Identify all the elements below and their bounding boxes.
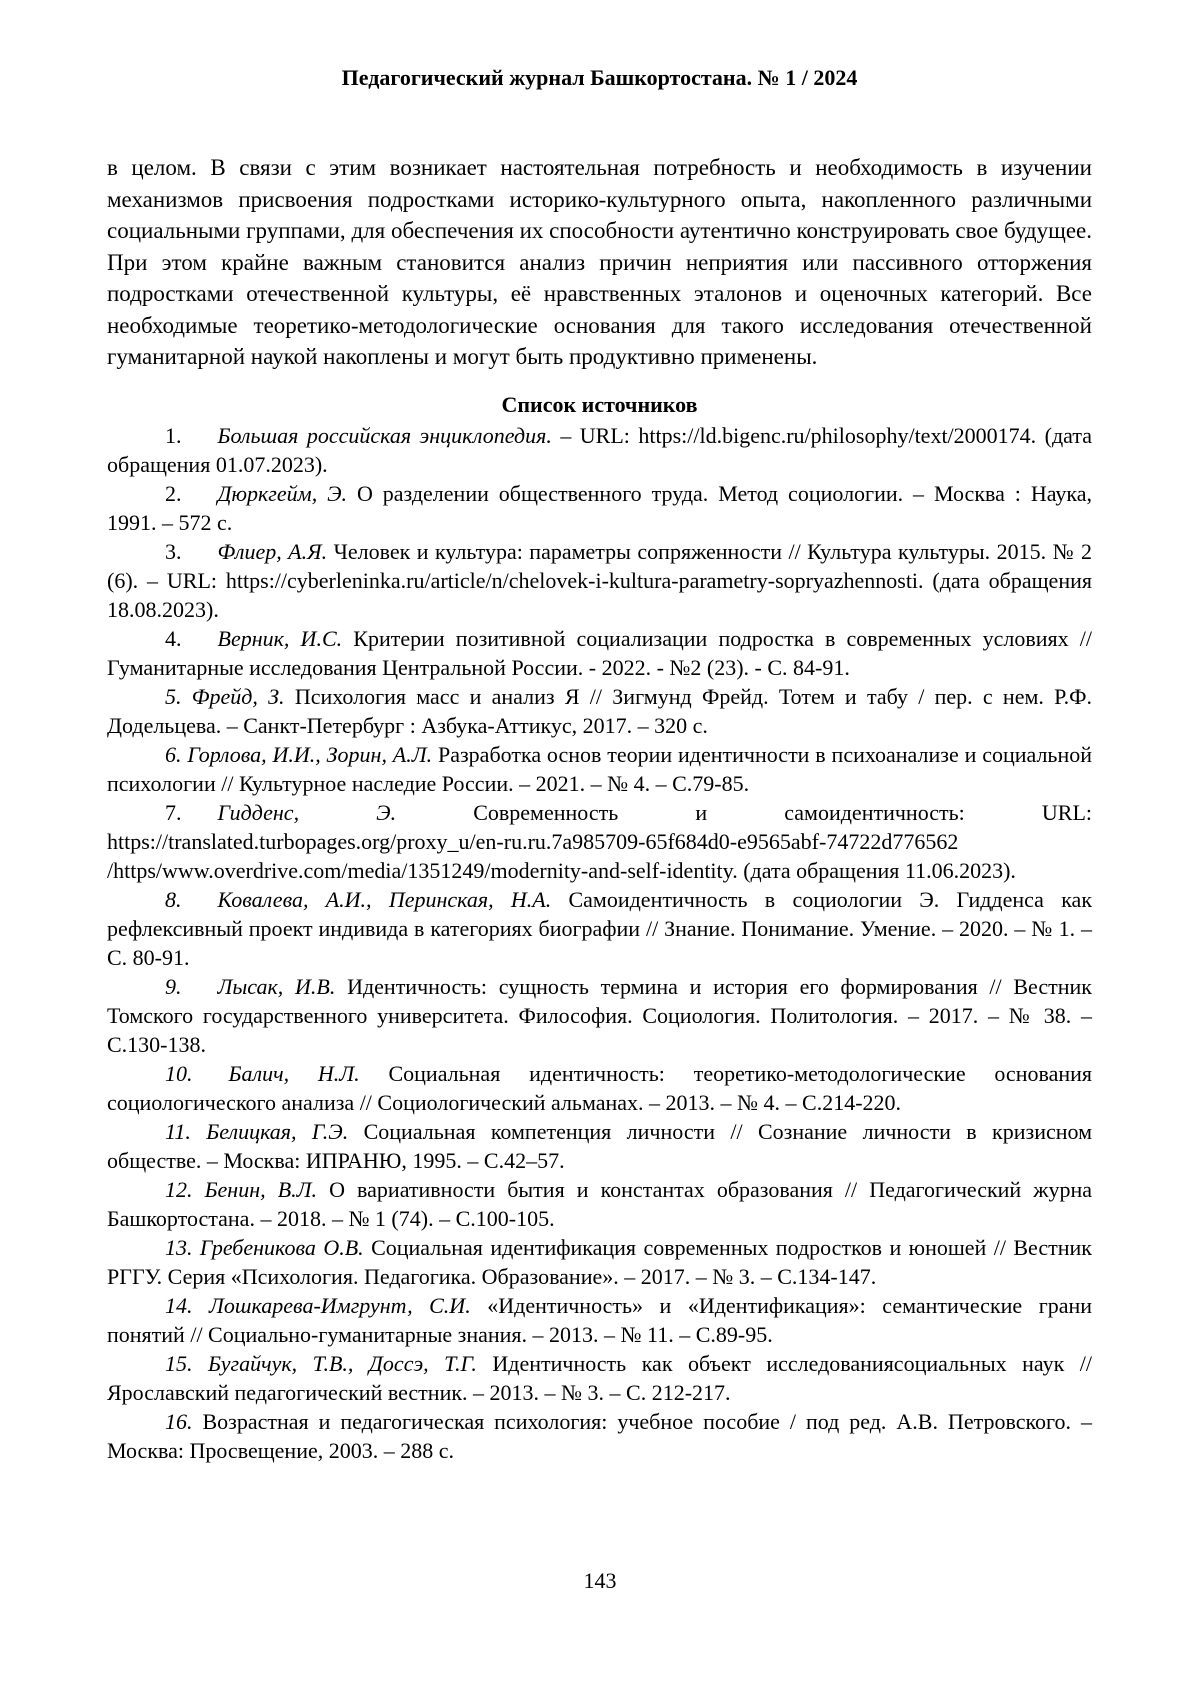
reference-item: 8. Ковалева, А.И., Перинская, Н.А. Самоидентичность в социологии Э. Гидденса как рефлексивный проект индивида в категориях биографии // Знание. Понимание. Умение. – 2020. – № 1. – С. 80-91.	[107, 886, 1093, 970]
reference-item: 10. Балич, Н.Л. Социальная идентичность: теоретико-методологические основания социологического анализа // Социологический альманах. – 2013. – № 4. – С.214-220.	[107, 1060, 1092, 1115]
reference-number: 9.	[165, 973, 182, 999]
reference-item: 11. Белицкая, Г.Э. Социальная компетенция личности // Сознание личности в кризисном обществе. – Москва: ИПРАНЮ, 1995. – С.42–57.	[107, 1118, 1093, 1173]
reference-author: Бенин, В.Л.	[204, 1176, 318, 1202]
journal-header-title: Педагогический журнал Башкортостана. № 1 / 2024	[341, 65, 858, 90]
reference-author: Гребеникова О.В.	[199, 1234, 364, 1260]
reference-item: 9. Лысак, И.В. Идентичность: сущность термина и история его формирования // Вестник Томского государственного университета. Философия. Социология. Политология. – 2017. – № 38. – С.130-138.	[107, 973, 1092, 1057]
reference-number: 1.	[165, 422, 182, 448]
reference-author: Ковалева, А.И., Перинская, Н.А.	[217, 886, 552, 912]
reference-number: 4.	[165, 625, 182, 651]
body-paragraph: в целом. В связи с этим возникает настоятельная потребность и необходимость в изучении механизмов присвоения подростками историко-культурного опыта, накопленного различными социальными группами, для обеспечения их способности аутентично конструировать свое будущее. При этом крайне важным становится анализ причин неприятия или пассивного отторжения подростками отечественной культуры, её нравственных эталонов и оценочных категорий. Все необходимые теоретико-методологические основания для такого исследования отечественной гуманитарной наукой накоплены и могут быть продуктивно применены.	[107, 155, 1092, 369]
reference-author: Лошкарева-Имгрунт, С.И.	[209, 1292, 471, 1318]
reference-number: 6.	[165, 741, 182, 767]
reference-author: Лысак, И.В.	[217, 973, 336, 999]
reference-number: 8.	[165, 886, 182, 912]
reference-item: 15. Бугайчук, Т.В., Доссэ, Т.Г. Идентичность как объект исследованиясоциальных наук // Ярославский педагогический вестник. – 2013. – № 3. – С. 212-217.	[107, 1350, 1092, 1405]
reference-author: Бугайчук, Т.В., Доссэ, Т.Г.	[208, 1350, 477, 1376]
reference-item: 1. Большая российская энциклопедия. – URL: https://ld.bigenc.ru/philosophy/text/2000174. (дата обращения 01.07.2023).	[107, 422, 1092, 477]
reference-item: 4. Верник, И.С. Критерии позитивной социализации подростка в современных условиях // Гуманитарные исследования Центральной России. - 2022. - №2 (23). - С. 84-91.	[107, 625, 1092, 680]
reference-item: 13. Гребеникова О.В. Социальная идентификация современных подростков и юношей // Вестник РГГУ. Серия «Психология. Педагогика. Образование». – 2017. – № 3. – С.134-147.	[107, 1234, 1092, 1289]
reference-author: Горлова, И.И., Зорин, А.Л.	[187, 741, 433, 767]
reference-number: 7.	[165, 799, 182, 825]
references-list	[107, 421, 1092, 1465]
reference-author: Флиер, А.Я.	[217, 538, 328, 564]
reference-number: 5.	[165, 683, 182, 709]
reference-item: 12. Бенин, В.Л. О вариативности бытия и константах образования // Педагогический журна Башкортостана. – 2018. – № 1 (74). – С.100-105.	[107, 1176, 1092, 1231]
reference-number: 3.	[165, 538, 182, 564]
reference-item: 6. Горлова, И.И., Зорин, А.Л. Разработка основ теории идентичности в психоанализе и социальной психологии // Культурное наследие России. – 2021. – № 4. – С.79-85.	[107, 741, 1093, 796]
sources-heading: Список источников	[501, 391, 698, 417]
reference-item: 16. Возрастная и педагогическая психология: учебное пособие / под ред. А.В. Петровского. – Москва: Просвещение, 2003. – 288 с.	[107, 1408, 1092, 1463]
reference-author: Фрейд, З.	[191, 683, 285, 709]
reference-number: 13.	[165, 1234, 193, 1260]
reference-author: Большая российская энциклопедия.	[217, 422, 552, 448]
reference-item: 7. Гидденс, Э. Современность и самоидентичность: URL: https://translated.turbopages.org/proxy_u/en-ru.ru.7a985709-65f684d0-e9565abf-74722d776562 /https/www.overdrive.com/media/1351249/modernity-and-self-identity. (дата обращения 11.06.2023).	[107, 799, 1092, 883]
reference-item: 14. Лошкарева-Имгрунт, С.И. «Идентичность» и «Идентификация»: семантические грани понятий // Социально-гуманитарные знания. – 2013. – № 11. – С.89-95.	[107, 1292, 1093, 1347]
reference-author: Дюркгейм, Э.	[217, 480, 348, 506]
reference-item: 3. Флиер, А.Я. Человек и культура: параметры сопряженности // Культура культуры. 2015. № 2 (6). – URL: https://cyberleninka.ru/article/n/chelovek-i-kultura-parametry-sopryazhennosti. (дата обращения 18.08.2023).	[107, 538, 1093, 622]
page-number: 143	[583, 1568, 617, 1593]
reference-item: 5. Фрейд, З. Психология масс и анализ Я // Зигмунд Фрейд. Тотем и табу / пер. с нем. Р.Ф. Додельцева. – Санкт-Петербург : Азбука-Аттикус, 2017. – 320 с.	[107, 683, 1093, 738]
reference-number: 16.	[165, 1408, 193, 1434]
reference-author: Гидденс, Э.	[217, 799, 397, 825]
reference-number: 2.	[165, 480, 182, 506]
reference-item: 2. Дюркгейм, Э. О разделении общественного труда. Метод социологии. – Москва : Наука, 1991. – 572 с.	[107, 480, 1093, 535]
reference-author: Верник, И.С.	[217, 625, 343, 651]
reference-author: Белицкая, Г.Э.	[206, 1118, 349, 1144]
reference-author: Балич, Н.Л.	[228, 1060, 360, 1086]
reference-number: 12.	[165, 1176, 193, 1202]
reference-number: 11.	[165, 1118, 191, 1144]
reference-number: 14.	[165, 1292, 193, 1318]
reference-number: 15.	[165, 1350, 193, 1376]
reference-number: 10.	[165, 1060, 193, 1086]
